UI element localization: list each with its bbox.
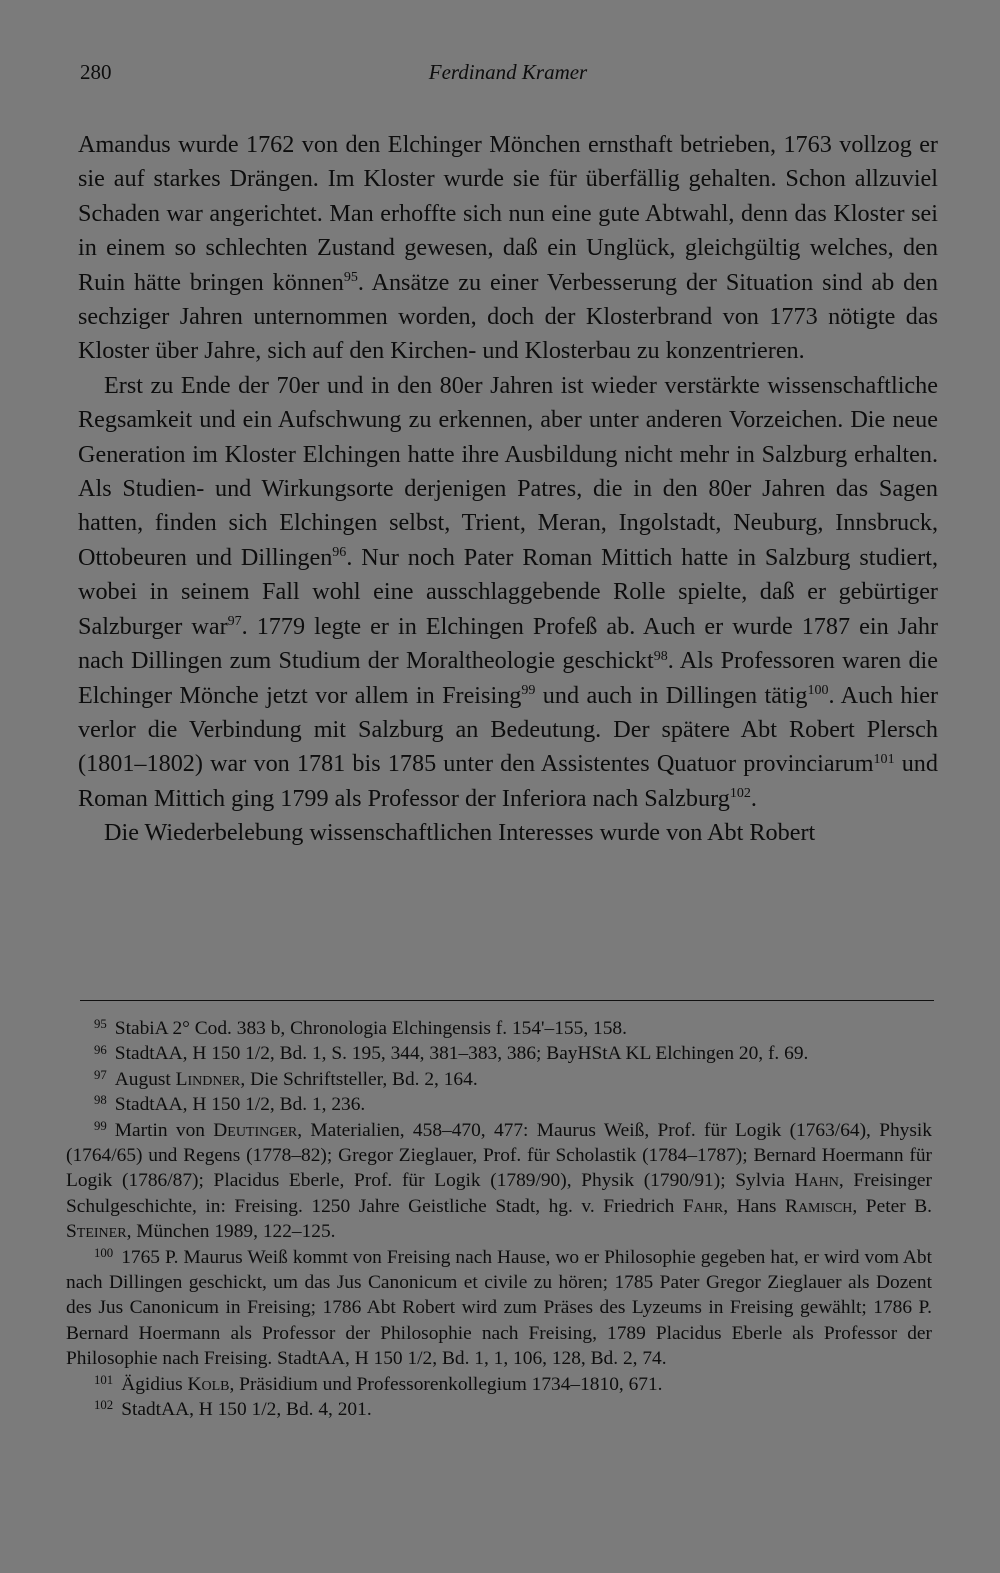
author-name: Steiner [66,1221,127,1243]
footnote-text: 1765 P. Maurus Weiß kommt von Freising nach Hause, wo er Philosophie gegeben hat, er wird vom Abt nach Dillingen geschickt, um das Jus Canonicum et civile zu hören; 1785 Pater Gregor Zieglauer als Dozent des Jus Canonicum in Freising; 1786 Abt Robert wird zum Präses des Lyzeums in Freising gewählt; 1786 P. Bernard Hoermann als Professor der Philosophie nach Freising, 1789 Placidus Eberle als Professor der Philosophie nach Freising. StadtAA, H 150 1/2, Bd. 1, 1, 106, 128, Bd. 2, 74. [66,1246,932,1370]
footnote-text: StadtAA, H 150 1/2, Bd. 1, 236. [114,1094,366,1116]
footnote-number: 96 [94,1042,107,1057]
footnote-ref-102: 102 [729,785,751,802]
footnote-number: 95 [94,1017,107,1032]
text-run: . 1779 legte er in Elchingen Profeß ab. Auch er wurde 1787 ein Jahr nach Dillingen zum Studium der Moraltheologie geschickt [78,612,938,675]
text-run: . [750,784,757,812]
footnote-100 [66,1245,932,1372]
footnote-text: , Peter B. [852,1195,932,1217]
footnote-ref-98: 98 [653,647,668,664]
author-name: Lindner [175,1068,241,1090]
footnote-ref-100: 100 [807,682,829,699]
footnote-text: StadtAA, H 150 1/2, Bd. 1, S. 195, 344, 381–383, 386; BayHStA KL Elchingen 20, f. 69. [114,1043,809,1065]
footnote-ref-101: 101 [873,750,895,767]
footnote-text: StabiA 2° Cod. 383 b, Chronologia Elchingensis f. 154'–155, 158. [114,1018,627,1039]
footnote-ref-96: 96 [332,544,347,561]
author-name: Ramisch [785,1195,853,1217]
footnote-102 [66,1397,932,1422]
footnote-98 [66,1092,932,1117]
footnote-number: 100 [94,1245,114,1260]
footnote-ref-97: 97 [227,613,242,630]
footnote-number: 97 [94,1068,107,1083]
page-header [80,60,936,90]
paragraph-2 [78,369,938,816]
footnote-text: , Die Schriftsteller, Bd. 2, 164. [240,1068,478,1090]
footnotes [66,1016,932,1423]
footnote-95 [66,1016,932,1041]
footnote-number: 99 [94,1118,107,1133]
page-number: 280 [80,60,112,84]
footnote-ref-95: 95 [343,269,358,286]
text-run: und auch in Dillingen tätig [535,681,808,709]
footnote-text: , Hans [723,1195,786,1217]
footnote-number: 98 [94,1093,107,1108]
main-text [78,128,938,851]
text-run: . Auch hier verlor die Verbindung mit Salzburg an Bedeutung. Der spätere Abt Robert Plersch (1801–1802) war von 1781 bis 1785 unter den Assistentes Quatuor provinciarum [78,681,938,778]
text-run: . Als Professoren waren die Elchinger Mönche jetzt vor allem in Freising [78,647,938,709]
author-name: Deutinger [213,1119,298,1141]
author-name: Kolb [187,1373,230,1395]
paragraph-3: Die Wiederbelebung wissenschaftlichen Interesses wurde von Abt Robert [104,819,816,847]
footnote-ref-99: 99 [521,682,536,699]
footnote-text: , Freisinger Schulgeschichte, in: Freising. 1250 Jahre Geistliche Stadt, hg. v. Friedrich [66,1170,932,1217]
running-head: Ferdinand Kramer [428,60,588,84]
paragraph-1 [78,128,938,369]
text-run: und Roman Mittich ging 1799 als Professor der Inferiora nach Salzburg [78,750,938,812]
footnote-text: Ägidius [121,1373,188,1395]
footnote-text: August [114,1068,176,1090]
text-run: Amandus wurde 1762 von den Elchinger Mönchen ernsthaft betrieben, 1763 vollzog er sie auf starkes Drängen. Im Kloster wurde sie für überfällig gehalten. Schon allzuviel Schaden war angerichtet. Man erhoffte sich nun eine gute Abtwahl, denn das Kloster sei in einem so schlechten Zustand gewesen, daß ein Unglück, gleichgültig welches, den Ruin hätte bringen können [78,131,938,296]
footnote-101 [66,1372,932,1397]
text-run: . Nur noch Pater Roman Mittich hatte in Salzburg studiert, wobei in seinem Fall wohl eine ausschlaggebende Rolle spielte, daß er gebürtiger Salzburger war [78,543,938,640]
text-run: . Ansätze zu einer Verbesserung der Situation sind ab den sechziger Jahren unternommen worden, doch der Klosterbrand von 1773 nötigte das Kloster über Jahre, sich auf den Kirchen- und Klosterbau zu konzentrieren. [78,268,938,365]
author-name: Fahr [682,1195,724,1217]
footnote-text: , Präsidium und Professorenkollegium 1734–1810, 671. [229,1373,663,1395]
footnote-text: StadtAA, H 150 1/2, Bd. 4, 201. [121,1399,372,1421]
author-name: Hahn [794,1170,839,1192]
footnote-97 [66,1067,932,1092]
footnote-divider [80,1000,934,1001]
footnote-number: 102 [94,1398,114,1413]
footnote-96 [66,1041,932,1066]
footnote-number: 101 [94,1372,114,1387]
footnote-99 [66,1118,932,1245]
footnote-text: Martin von [114,1119,214,1141]
footnote-text: , Materialien, 458–470, 477: Maurus Weiß, Prof. für Logik (1763/64), Physik (1764/65) und Regens (1778–82); Gregor Zieglauer, Prof. für Scholastik (1784–1787); Bernard Hoermann für Logik (1786/87); Placidus Eberle, Prof. für Logik (1789/90), Physik (1790/91); Sylvia [66,1119,932,1192]
footnote-text: , München 1989, 122–125. [126,1221,336,1243]
text-run: Erst zu Ende der 70er und in den 80er Jahren ist wieder verstärkte wissenschaftliche Regsamkeit und ein Aufschwung zu erkennen, aber unter anderen Vorzeichen. Die neue Generation im Kloster Elchingen hatte ihre Ausbildung nicht mehr in Salzburg erhalten. Als Studien- und Wirkungsorte derjenigen Patres, die in den 80er Jahren das Sagen hatten, finden sich Elchingen selbst, Trient, Meran, Ingolstadt, Neuburg, Innsbruck, Ottobeuren und Dillingen [78,371,938,571]
